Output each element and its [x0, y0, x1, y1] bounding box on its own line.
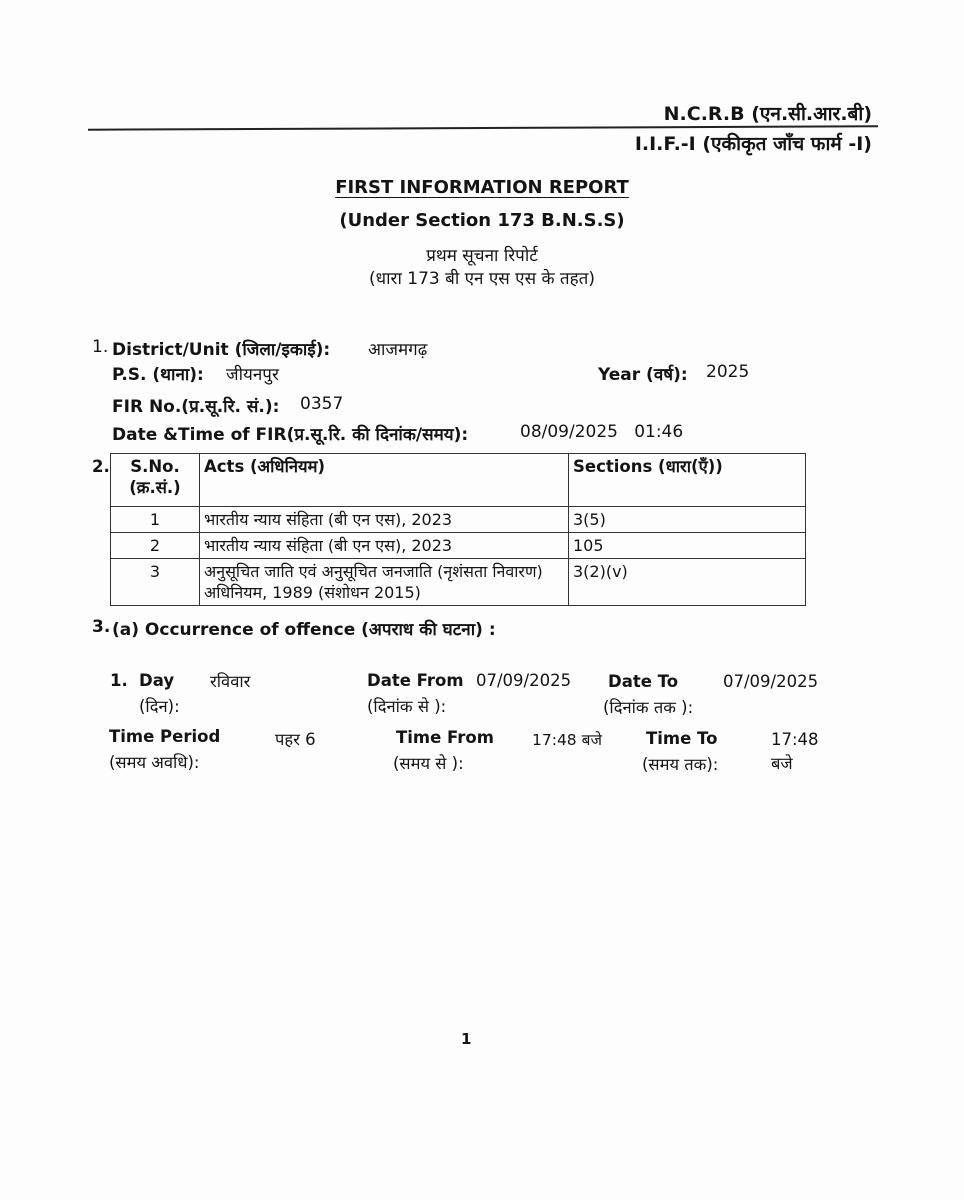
fir-label: FIR No.(प्र.सू.रि. सं.):	[112, 397, 280, 417]
day-label-hindi: (दिन):	[139, 697, 180, 716]
report-section-hindi: (धारा 173 बी एन एस एस के तहत)	[369, 269, 595, 289]
district-value: आजमगढ़	[368, 340, 428, 360]
fir-datetime-value: 08/09/2025 01:46	[520, 422, 684, 442]
acts-table-header	[111, 454, 806, 507]
iif-form-label: I.I.F.-I (एकीकृत जाँच फार्म -I)	[634, 133, 872, 155]
item1-number: 1.	[92, 337, 109, 357]
year-label: Year (वर्ष):	[598, 365, 688, 385]
report-title: FIRST INFORMATION REPORT	[335, 177, 629, 198]
ncrb-header: N.C.R.B (एन.सी.आर.बी)	[663, 103, 872, 125]
item2-number: 2.	[92, 457, 110, 476]
row-act: अनुसूचित जाति एवं अनुसूचित जनजाति (नृशंसता निवारण) अधिनियम, 1989 (संशोधन 2015)	[200, 559, 569, 606]
row-sno: 1	[111, 507, 200, 533]
date-to-value: 07/09/2025	[723, 672, 819, 691]
row-section: 105	[569, 533, 806, 559]
time-period-label-hindi: (समय अवधि):	[109, 753, 200, 772]
ps-value: जीयनपुर	[226, 365, 279, 385]
time-period-value: पहर 6	[275, 730, 316, 749]
row-sno: 3	[111, 559, 200, 606]
date-from-label-hindi: (दिनांक से ):	[367, 697, 447, 716]
time-to-label: Time To	[646, 729, 718, 748]
table-row	[111, 559, 806, 606]
day-label: Day	[139, 671, 175, 690]
report-section: (Under Section 173 B.N.S.S)	[339, 210, 625, 231]
date-to-label: Date To	[608, 672, 679, 691]
time-period-label: Time Period	[109, 727, 221, 746]
table-row	[111, 507, 806, 533]
occurrence-sub-number: 1.	[110, 671, 128, 690]
day-value: रविवार	[210, 672, 251, 691]
report-title-hindi: प्रथम सूचना रिपोर्ट	[426, 246, 538, 266]
date-from-label: Date From	[367, 671, 464, 690]
date-to-label-hindi: (दिनांक तक ):	[603, 698, 694, 717]
row-sno: 2	[111, 533, 200, 559]
sno-header: S.No. (क्र.सं.)	[111, 454, 200, 507]
year-value: 2025	[706, 362, 750, 382]
row-section: 3(5)	[569, 507, 806, 533]
time-to-value: 17:48	[771, 730, 819, 749]
acts-header: Acts (अधिनियम)	[200, 454, 569, 507]
occurrence-heading: (a) Occurrence of offence (अपराध की घटना) :	[112, 620, 496, 640]
ps-label: P.S. (थाना):	[112, 365, 204, 385]
page-number: 1	[461, 1030, 472, 1048]
fir-datetime-label: Date &Time of FIR(प्र.सू.रि. की दिनांक/समय):	[112, 425, 469, 445]
row-act: भारतीय न्याय संहिता (बी एन एस), 2023	[200, 507, 569, 533]
date-from-value: 07/09/2025	[476, 671, 572, 690]
row-act: भारतीय न्याय संहिता (बी एन एस), 2023	[200, 533, 569, 559]
time-from-label: Time From	[396, 728, 494, 747]
fir-value: 0357	[300, 394, 344, 414]
item3-number: 3.	[92, 617, 111, 637]
sections-header: Sections (धारा(एँ))	[569, 454, 806, 507]
row-section: 3(2)(v)	[569, 559, 806, 606]
table-row	[111, 533, 806, 559]
acts-table	[110, 453, 806, 606]
time-from-value: 17:48 बजे	[532, 731, 602, 749]
time-to-label-hindi: (समय तक):	[642, 755, 719, 774]
time-from-label-hindi: (समय से ):	[393, 754, 464, 773]
time-to-value-suffix: बजे	[771, 754, 793, 773]
district-label: District/Unit (जिला/इकाई):	[112, 340, 331, 360]
